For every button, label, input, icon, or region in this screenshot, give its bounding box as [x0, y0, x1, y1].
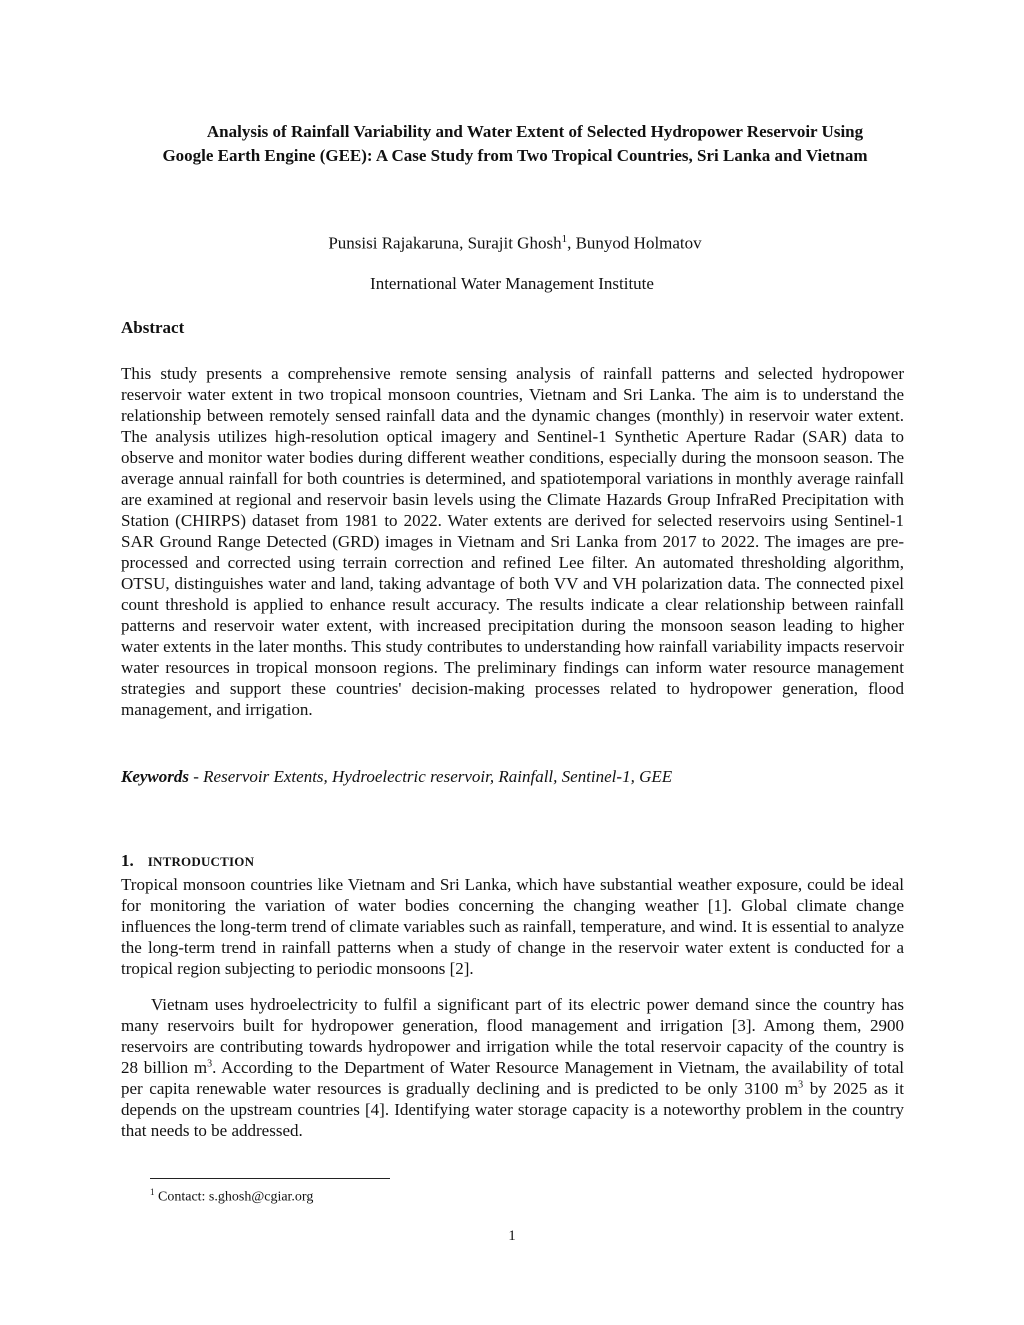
keywords-label: Keywords: [121, 767, 189, 786]
abstract-heading: Abstract: [121, 318, 185, 337]
intro-paragraph-1: Tropical monsoon countries like Vietnam and Sri Lanka, which have substantial weather exposure, could be ideal for monitoring the variation of water bodies concerning the changing weather [1]. Global climate change influences the long-term trend of climate variables such as rainfall, temperature, and wind. It is essential to analyze the long-term trend in rainfall patterns when a study of change in the reservoir water extent is conducted for a tropical region subjecting to periodic monsoons [2].: [121, 875, 904, 978]
section-number: 1.: [121, 851, 134, 870]
footnote-text: Contact: s.ghosh@cgiar.org: [154, 1189, 314, 1205]
intro-p2-seg1: Vietnam uses hydroelectricity to fulfil a significant part of its electric power demand since the country has many reservoirs built for hydropower generation, flood management and irrigation [3]. Among them, 2900 reservoirs are contributing towards hydropower and irrigation while the total reservoir capacity of the country is 28 billion m: [121, 995, 904, 1077]
footnote-marker: 1: [150, 1187, 155, 1197]
superscript-3: 3: [207, 1058, 213, 1070]
title-line-1: Analysis of Rainfall Variability and Water Extent of Selected Hydropower Reservoir Using: [206, 122, 864, 141]
intro-paragraph-2: [121, 994, 904, 1141]
author-list: [0, 228, 1024, 255]
superscript-3: 3: [798, 1079, 804, 1091]
footnote-divider: [150, 1178, 390, 1179]
title-line-2: Google Earth Engine (GEE): A Case Study from Two Tropical Countries, Sri Lanka and Vietnam: [162, 146, 868, 165]
section-heading: [121, 846, 254, 873]
affiliation: International Water Management Institute: [370, 274, 654, 293]
intro-p2-seg3: by 2025 as it depends on the upstream countries [4]. Identifying water storage capacity is a noteworthy problem in the country that needs to be addressed.: [121, 1079, 904, 1140]
abstract-text: This study presents a comprehensive remote sensing analysis of rainfall patterns and selected hydropower reservoir water extent in two tropical monsoon countries, Vietnam and Sri Lanka. The aim is to understand the relationship between remotely sensed rainfall data and the dynamic changes (monthly) in reservoir water extent. The analysis utilizes high-resolution optical imagery and Sentinel-1 Synthetic Aperture Radar (SAR) data to observe and monitor water bodies during different weather conditions, especially during the monsoon season. The average annual rainfall for both countries is determined, and spatiotemporal variations in monthly average rainfall are examined at regional and reservoir basin levels using the Climate Hazards Group InfraRed Precipitation with Station (CHIRPS) dataset from 1981 to 2022. Water extents are derived for selected reservoirs using Sentinel-1 SAR Ground Range Detected (GRD) images in Vietnam and Sri Lanka from 2017 to 2022. The images are pre-processed and corrected using terrain correction and refined Lee filter. An automated thresholding algorithm, OTSU, distinguishes water and land, taking advantage of both VV and VH polarization data. The connected pixel count threshold is applied to enhance result accuracy. The results indicate a clear relationship between rainfall patterns and reservoir water extent, with increased precipitation during the monsoon season leading to higher water extents in the later months. This study contributes to understanding how rainfall variability impacts reservoir water resources in tropical monsoon regions. The preliminary findings can inform water resource management strategies and support these countries' decision-making processes related to hydropower generation, flood management, and irrigation.: [121, 364, 904, 719]
page-number: 1: [508, 1228, 516, 1244]
intro-p2-seg2: . According to the Department of Water Resource Management in Vietnam, the availability of total per capita renewable water resources is gradually declining and is predicted to be only 3100 m: [121, 1058, 904, 1098]
footnote: [150, 1187, 313, 1206]
keywords-text: - Reservoir Extents, Hydroelectric reservoir, Rainfall, Sentinel-1, GEE: [189, 767, 673, 786]
section-title: INTRODUCTION: [147, 854, 255, 869]
paper-title: [100, 120, 930, 168]
author-footnote-marker: 1: [561, 233, 568, 245]
authors-part-1: Punsisi Rajakaruna, Surajit Ghosh: [328, 233, 562, 253]
keywords-line: [121, 767, 672, 787]
authors-part-2: , Bunyod Holmatov: [567, 233, 702, 253]
